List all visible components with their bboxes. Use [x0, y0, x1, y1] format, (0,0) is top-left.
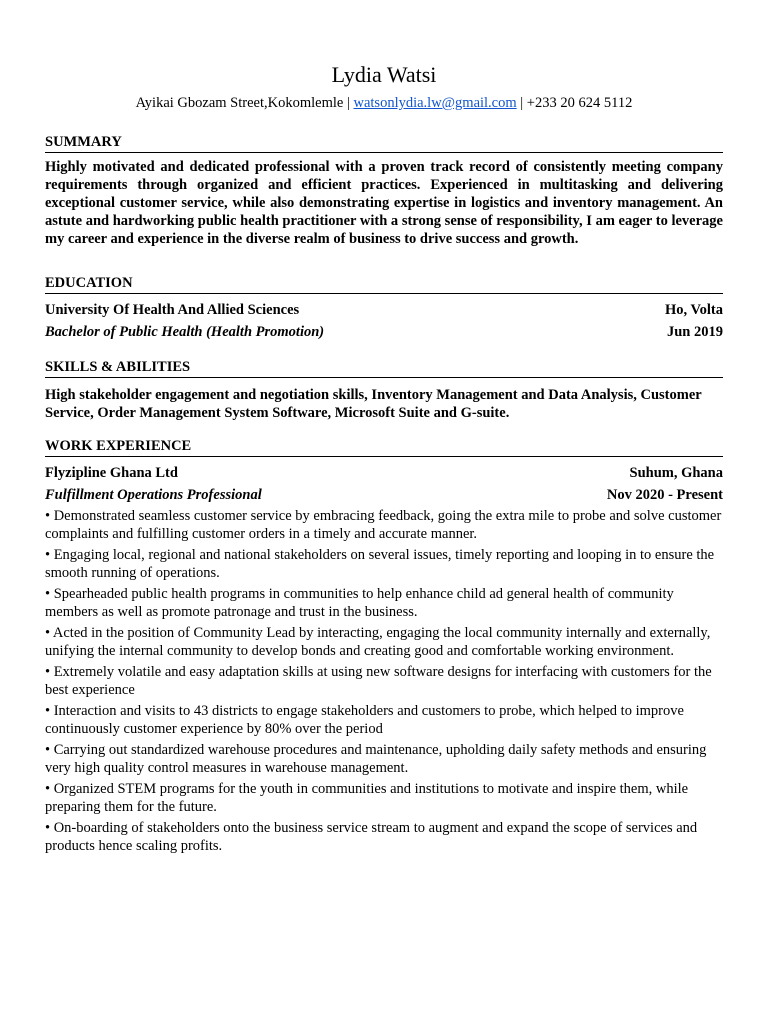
candidate-name: Lydia Watsi [331, 62, 437, 87]
list-item: • Carrying out standardized warehouse procedures and maintenance, upholding daily safety methods and ensuring very high quality control measures in warehouse management. [45, 742, 707, 776]
job-title: Fulfillment Operations Professional [45, 487, 262, 503]
work-role-row [45, 484, 723, 506]
company-name: Flyzipline Ghana Ltd [45, 465, 178, 481]
email-link[interactable]: watsonlydia.lw@gmail.com [353, 95, 517, 111]
work-experience-heading: WORK EXPERIENCE [45, 438, 723, 457]
education-degree-row [45, 321, 723, 343]
list-item: • On-boarding of stakeholders onto the business service stream to augment and expand the scope of services and products hence scaling profits. [45, 820, 698, 854]
work-company-row [45, 462, 723, 484]
phone-text: | +233 20 624 5112 [516, 95, 633, 111]
list-item: • Spearheaded public health programs in communities to help enhance child ad general health of community members as well as promote patronage and trust in the business. [45, 586, 674, 620]
contact-line [45, 94, 723, 112]
list-item: • Demonstrated seamless customer service by embracing feedback, going the extra mile to probe and solve customer complaints and fulfilling customer orders in a timely and accurate manner. [45, 508, 722, 542]
skills-heading: SKILLS & ABILITIES [45, 359, 723, 378]
list-item: • Organized STEM programs for the youth in communities and institutions to motivate and inspire them, while preparing them for the future. [45, 781, 689, 815]
work-bullet-list [45, 507, 723, 855]
summary-text: Highly motivated and dedicated professional with a proven track record of consistently meeting company requirements through organized and efficient practices. Experienced in multitasking and delivering exceptional customer service, while also demonstrating expertise in logistics and inventory management. An astute and hardworking public health practitioner with a strong sense of responsibility, I am eager to leverage my career and experience in the diverse realm of business to drive success and growth. [45, 159, 723, 247]
graduation-date: Jun 2019 [666, 324, 723, 340]
job-dates: Nov 2020 - Present [606, 487, 723, 503]
company-location: Suhum, Ghana [629, 465, 723, 481]
list-item: • Acted in the position of Community Lead by interacting, engaging the local community internally and externally, unifying the internal community to develop bonds and creating good and comfortable working environment. [45, 625, 711, 659]
degree-name: Bachelor of Public Health (Health Promotion) [45, 324, 325, 340]
list-item: • Engaging local, regional and national stakeholders on several issues, timely reporting and looping in to ensure the smooth running of operations. [45, 547, 715, 581]
education-school-row [45, 299, 723, 321]
skills-text: High stakeholder engagement and negotiation skills, Inventory Management and Data Analysis, Customer Service, Order Management System Software, Microsoft Suite and G-suite. [45, 387, 702, 421]
address-text: Ayikai Gbozam Street,Kokomlemle | [135, 95, 354, 111]
summary-heading: SUMMARY [45, 134, 723, 153]
school-location: Ho, Volta [664, 302, 723, 318]
list-item: • Extremely volatile and easy adaptation skills at using new software designs for interfacing with customers for the best experience [45, 664, 712, 698]
list-item: • Interaction and visits to 43 districts to engage stakeholders and customers to probe, which helped to improve continuously customer experience by 80% over the period [45, 703, 684, 737]
school-name: University Of Health And Allied Sciences [45, 302, 300, 318]
education-heading: EDUCATION [45, 275, 723, 294]
